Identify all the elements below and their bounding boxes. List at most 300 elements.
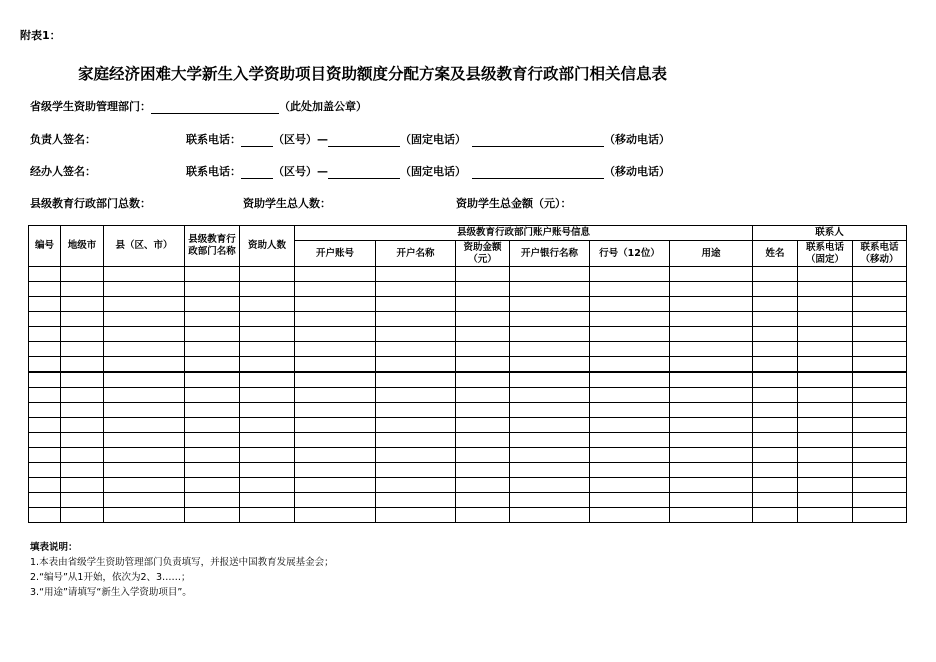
note-item: 3.“用途”请填写“新生入学资助项目”。: [30, 587, 192, 598]
table-cell[interactable]: [61, 357, 104, 373]
table-cell[interactable]: [853, 403, 907, 418]
table-cell[interactable]: [670, 357, 753, 373]
table-cell[interactable]: [670, 433, 753, 448]
table-cell[interactable]: [798, 448, 853, 463]
notes-heading: 填表说明：: [30, 542, 78, 553]
table-cell[interactable]: [376, 342, 456, 357]
table-cell[interactable]: [240, 267, 295, 282]
table-cell[interactable]: [104, 388, 185, 403]
table-cell[interactable]: [376, 508, 456, 523]
table-cell[interactable]: [853, 372, 907, 388]
subheader-cell: 开户名称: [376, 241, 456, 267]
table-cell[interactable]: [510, 342, 590, 357]
table-cell[interactable]: [798, 327, 853, 342]
table-cell[interactable]: [510, 312, 590, 327]
table-cell[interactable]: [61, 493, 104, 508]
subheader-cell: 联系电话（固定）: [798, 241, 853, 267]
table-cell[interactable]: [376, 433, 456, 448]
table-cell[interactable]: [510, 372, 590, 388]
table-cell[interactable]: [753, 463, 798, 478]
table-cell[interactable]: [510, 463, 590, 478]
table-cell[interactable]: [185, 388, 240, 403]
note-item: 2.“编号”从1开始，依次为2、3……；: [30, 572, 191, 583]
table-row: [29, 342, 907, 357]
table-cell[interactable]: [240, 282, 295, 297]
table-cell[interactable]: [376, 372, 456, 388]
table-cell[interactable]: [185, 327, 240, 342]
table-row: [29, 267, 907, 282]
table-cell[interactable]: [510, 448, 590, 463]
table-cell[interactable]: [510, 403, 590, 418]
table-cell[interactable]: [798, 312, 853, 327]
table-cell[interactable]: [104, 312, 185, 327]
table-row: [29, 448, 907, 463]
fixed-phone-label: （固定电话）: [400, 165, 466, 178]
mobile-phone-field[interactable]: [472, 135, 604, 147]
table-cell[interactable]: [590, 267, 670, 282]
area-code-field[interactable]: [241, 167, 273, 179]
table-cell[interactable]: [61, 342, 104, 357]
table-cell[interactable]: [240, 508, 295, 523]
table-cell[interactable]: [753, 403, 798, 418]
phone-label: 联系电话：: [186, 165, 241, 178]
table-cell[interactable]: [185, 282, 240, 297]
subheader-cell: 开户银行名称: [510, 241, 590, 267]
table-cell[interactable]: [295, 342, 376, 357]
table-cell[interactable]: [240, 357, 295, 373]
table-cell[interactable]: [590, 508, 670, 523]
table-row: [29, 433, 907, 448]
note-item: 1.本表由省级学生资助管理部门负责填写，并报送中国教育发展基金会；: [30, 557, 334, 568]
fixed-phone-field[interactable]: [328, 135, 400, 147]
students-total-label: 资助学生总人数：: [243, 197, 331, 210]
table-cell[interactable]: [853, 297, 907, 312]
table-cell[interactable]: [240, 388, 295, 403]
table-cell[interactable]: [29, 267, 61, 282]
table-cell[interactable]: [590, 297, 670, 312]
table-row: [29, 327, 907, 342]
table-cell[interactable]: [295, 267, 376, 282]
table-cell[interactable]: [61, 297, 104, 312]
table-cell[interactable]: [456, 357, 510, 373]
table-cell[interactable]: [853, 357, 907, 373]
table-cell[interactable]: [29, 433, 61, 448]
table-cell[interactable]: [798, 463, 853, 478]
table-cell[interactable]: [29, 448, 61, 463]
table-cell[interactable]: [104, 267, 185, 282]
phone-label: 联系电话：: [186, 133, 241, 146]
table-cell[interactable]: [510, 418, 590, 433]
table-cell[interactable]: [590, 478, 670, 493]
table-cell[interactable]: [185, 267, 240, 282]
subheader-cell: 用途: [670, 241, 753, 267]
table-cell[interactable]: [29, 403, 61, 418]
table-cell[interactable]: [753, 493, 798, 508]
table-cell[interactable]: [376, 418, 456, 433]
table-cell[interactable]: [590, 357, 670, 373]
table-cell[interactable]: [456, 508, 510, 523]
table-cell[interactable]: [510, 357, 590, 373]
table-cell[interactable]: [456, 342, 510, 357]
table-cell[interactable]: [670, 508, 753, 523]
table-cell[interactable]: [456, 463, 510, 478]
table-cell[interactable]: [798, 508, 853, 523]
table-cell[interactable]: [590, 448, 670, 463]
subheader-cell: 资助金额（元）: [456, 241, 510, 267]
table-cell[interactable]: [753, 508, 798, 523]
table-cell[interactable]: [61, 478, 104, 493]
table-cell[interactable]: [61, 372, 104, 388]
table-cell[interactable]: [670, 327, 753, 342]
table-cell[interactable]: [29, 282, 61, 297]
table-cell[interactable]: [295, 372, 376, 388]
table-cell[interactable]: [753, 448, 798, 463]
table-cell[interactable]: [590, 433, 670, 448]
table-row: [29, 493, 907, 508]
table-cell[interactable]: [376, 463, 456, 478]
table-cell[interactable]: [240, 478, 295, 493]
table-cell[interactable]: [853, 463, 907, 478]
table-cell[interactable]: [376, 403, 456, 418]
table-cell[interactable]: [670, 282, 753, 297]
table-cell[interactable]: [798, 493, 853, 508]
dept-field[interactable]: [151, 102, 279, 114]
table-cell[interactable]: [185, 342, 240, 357]
table-cell[interactable]: [376, 267, 456, 282]
table-cell[interactable]: [295, 297, 376, 312]
table-cell[interactable]: [104, 297, 185, 312]
table-cell[interactable]: [753, 327, 798, 342]
table-cell[interactable]: [29, 342, 61, 357]
table-row: [29, 388, 907, 403]
table-cell[interactable]: [670, 297, 753, 312]
table-cell[interactable]: [295, 448, 376, 463]
table-cell[interactable]: [61, 433, 104, 448]
table-cell[interactable]: [295, 327, 376, 342]
table-cell[interactable]: [753, 312, 798, 327]
header-city: 地级市: [61, 226, 104, 267]
table-cell[interactable]: [753, 372, 798, 388]
table-cell[interactable]: [104, 448, 185, 463]
fixed-phone-label: （固定电话）: [400, 133, 466, 146]
table-cell[interactable]: [29, 327, 61, 342]
table-cell[interactable]: [456, 282, 510, 297]
table-cell[interactable]: [670, 372, 753, 388]
table-cell[interactable]: [798, 433, 853, 448]
table-cell[interactable]: [185, 418, 240, 433]
table-cell[interactable]: [104, 327, 185, 342]
table-cell[interactable]: [853, 433, 907, 448]
table-cell[interactable]: [29, 297, 61, 312]
table-cell[interactable]: [185, 312, 240, 327]
table-cell[interactable]: [510, 508, 590, 523]
table-cell[interactable]: [798, 418, 853, 433]
table-cell[interactable]: [61, 282, 104, 297]
handler-label: 经办人签名：: [30, 165, 96, 178]
table-cell[interactable]: [670, 478, 753, 493]
table-cell[interactable]: [753, 342, 798, 357]
table-cell[interactable]: [104, 493, 185, 508]
table-cell[interactable]: [753, 388, 798, 403]
table-cell[interactable]: [853, 388, 907, 403]
table-cell[interactable]: [590, 372, 670, 388]
table-cell[interactable]: [798, 388, 853, 403]
table-cell[interactable]: [798, 297, 853, 312]
table-cell[interactable]: [104, 372, 185, 388]
table-cell[interactable]: [185, 478, 240, 493]
subheader-cell: 姓名: [753, 241, 798, 267]
table-cell[interactable]: [185, 403, 240, 418]
table-cell[interactable]: [295, 478, 376, 493]
table-cell[interactable]: [590, 312, 670, 327]
table-cell[interactable]: [670, 448, 753, 463]
table-cell[interactable]: [753, 357, 798, 373]
table-cell[interactable]: [670, 267, 753, 282]
table-cell[interactable]: [29, 508, 61, 523]
table-cell[interactable]: [853, 342, 907, 357]
county-total-label: 县级教育行政部门总数：: [30, 197, 151, 210]
table-cell[interactable]: [456, 388, 510, 403]
table-cell[interactable]: [456, 312, 510, 327]
table-row: [29, 508, 907, 523]
table-cell[interactable]: [376, 388, 456, 403]
table-cell[interactable]: [295, 312, 376, 327]
table-cell[interactable]: [61, 448, 104, 463]
table-cell[interactable]: [456, 478, 510, 493]
table-cell[interactable]: [185, 433, 240, 448]
mobile-phone-label: （移动电话）: [604, 133, 670, 146]
table-cell[interactable]: [104, 508, 185, 523]
attachment-label: 附表1：: [20, 29, 61, 42]
table-cell[interactable]: [295, 508, 376, 523]
table-cell[interactable]: [590, 493, 670, 508]
table-cell[interactable]: [61, 403, 104, 418]
table-cell[interactable]: [670, 493, 753, 508]
table-cell[interactable]: [29, 388, 61, 403]
table-cell[interactable]: [240, 418, 295, 433]
table-row: [29, 372, 907, 388]
table-cell[interactable]: [510, 493, 590, 508]
table-cell[interactable]: [61, 508, 104, 523]
table-cell[interactable]: [456, 327, 510, 342]
table-cell[interactable]: [798, 478, 853, 493]
table-cell[interactable]: [510, 388, 590, 403]
table-cell[interactable]: [240, 433, 295, 448]
mobile-phone-field[interactable]: [472, 167, 604, 179]
table-cell[interactable]: [853, 282, 907, 297]
table-cell[interactable]: [61, 388, 104, 403]
table-cell[interactable]: [104, 478, 185, 493]
form-line-responsible-phone: [186, 131, 670, 147]
table-cell[interactable]: [753, 433, 798, 448]
table-cell[interactable]: [853, 493, 907, 508]
table-cell[interactable]: [61, 463, 104, 478]
table-cell[interactable]: [853, 267, 907, 282]
info-table: [28, 225, 907, 523]
table-cell[interactable]: [853, 327, 907, 342]
table-cell[interactable]: [240, 327, 295, 342]
table-cell[interactable]: [240, 297, 295, 312]
table-cell[interactable]: [590, 418, 670, 433]
table-cell[interactable]: [798, 342, 853, 357]
table-row: [29, 418, 907, 433]
table-cell[interactable]: [853, 418, 907, 433]
table-cell[interactable]: [853, 478, 907, 493]
amount-total-label: 资助学生总金额（元）：: [456, 197, 572, 210]
table-cell[interactable]: [670, 342, 753, 357]
table-cell[interactable]: [29, 372, 61, 388]
table-cell[interactable]: [185, 372, 240, 388]
table-cell[interactable]: [456, 267, 510, 282]
table-cell[interactable]: [456, 448, 510, 463]
table-cell[interactable]: [185, 493, 240, 508]
table-row: [29, 403, 907, 418]
table-cell[interactable]: [240, 312, 295, 327]
table-cell[interactable]: [798, 357, 853, 373]
table-cell[interactable]: [590, 463, 670, 478]
table-cell[interactable]: [185, 463, 240, 478]
header-dept-name: 县级教育行政部门名称: [185, 226, 240, 267]
table-cell[interactable]: [376, 357, 456, 373]
dept-label: 省级学生资助管理部门：: [30, 100, 151, 113]
table-cell[interactable]: [61, 327, 104, 342]
table-cell[interactable]: [753, 267, 798, 282]
table-cell[interactable]: [240, 448, 295, 463]
table-cell[interactable]: [295, 418, 376, 433]
fixed-phone-field[interactable]: [328, 167, 400, 179]
table-row: [29, 282, 907, 297]
table-cell[interactable]: [376, 448, 456, 463]
notes: [30, 540, 334, 600]
subheader-cell: 联系电话（移动）: [853, 241, 907, 267]
table-cell[interactable]: [456, 418, 510, 433]
table-cell[interactable]: [456, 493, 510, 508]
table-cell[interactable]: [104, 282, 185, 297]
table-cell[interactable]: [295, 388, 376, 403]
table-row: [29, 297, 907, 312]
table-cell[interactable]: [295, 282, 376, 297]
table-cell[interactable]: [295, 493, 376, 508]
table-cell[interactable]: [510, 297, 590, 312]
table-row: [29, 478, 907, 493]
table-cell[interactable]: [590, 327, 670, 342]
table-cell[interactable]: [798, 403, 853, 418]
table-cell[interactable]: [376, 478, 456, 493]
table-cell[interactable]: [670, 388, 753, 403]
table-cell[interactable]: [240, 342, 295, 357]
table-cell[interactable]: [376, 327, 456, 342]
table-cell[interactable]: [670, 403, 753, 418]
table-cell[interactable]: [510, 433, 590, 448]
mobile-phone-label: （移动电话）: [604, 165, 670, 178]
table-row: [29, 357, 907, 373]
table-cell[interactable]: [295, 403, 376, 418]
table-cell[interactable]: [510, 478, 590, 493]
table-cell[interactable]: [798, 267, 853, 282]
table-cell[interactable]: [510, 282, 590, 297]
table-cell[interactable]: [590, 403, 670, 418]
table-cell[interactable]: [240, 403, 295, 418]
table-cell[interactable]: [376, 282, 456, 297]
table-cell[interactable]: [185, 448, 240, 463]
form-line-handler-phone: [186, 163, 670, 179]
table-cell[interactable]: [104, 433, 185, 448]
table-cell[interactable]: [104, 342, 185, 357]
table-cell[interactable]: [853, 312, 907, 327]
header-no: 编号: [29, 226, 61, 267]
table-cell[interactable]: [240, 463, 295, 478]
table-cell[interactable]: [456, 433, 510, 448]
table-cell[interactable]: [240, 493, 295, 508]
table-cell[interactable]: [753, 418, 798, 433]
table-cell[interactable]: [590, 342, 670, 357]
table-cell[interactable]: [456, 297, 510, 312]
dept-note: （此处加盖公章）: [279, 100, 367, 113]
table-cell[interactable]: [29, 478, 61, 493]
subheader-cell: 行号（12位）: [590, 241, 670, 267]
table-cell[interactable]: [376, 493, 456, 508]
table-cell[interactable]: [753, 282, 798, 297]
table-cell[interactable]: [104, 357, 185, 373]
table-cell[interactable]: [29, 418, 61, 433]
area-code-label: （区号）—: [273, 133, 328, 146]
document-title: 家庭经济困难大学新生入学资助项目资助额度分配方案及县级教育行政部门相关信息表: [78, 64, 668, 83]
table-cell[interactable]: [61, 312, 104, 327]
header-county: 县（区、市）: [104, 226, 185, 267]
table-cell[interactable]: [510, 267, 590, 282]
table-cell[interactable]: [104, 403, 185, 418]
table-cell[interactable]: [670, 463, 753, 478]
header-account-group: 县级教育行政部门账户账号信息: [295, 226, 753, 241]
table-cell[interactable]: [29, 463, 61, 478]
table-cell[interactable]: [240, 372, 295, 388]
table-cell[interactable]: [104, 463, 185, 478]
table-cell[interactable]: [590, 388, 670, 403]
table-cell[interactable]: [295, 433, 376, 448]
table-cell[interactable]: [185, 297, 240, 312]
table-cell[interactable]: [61, 418, 104, 433]
table-cell[interactable]: [853, 508, 907, 523]
table-cell[interactable]: [510, 327, 590, 342]
table-cell[interactable]: [185, 357, 240, 373]
table-cell[interactable]: [376, 297, 456, 312]
header-contact-group: 联系人: [753, 226, 907, 241]
table-cell[interactable]: [295, 357, 376, 373]
table-cell[interactable]: [29, 357, 61, 373]
area-code-label: （区号）—: [273, 165, 328, 178]
table-cell[interactable]: [456, 372, 510, 388]
table-row: [29, 463, 907, 478]
table-cell[interactable]: [29, 312, 61, 327]
table-cell[interactable]: [753, 478, 798, 493]
table-cell[interactable]: [798, 372, 853, 388]
table-cell[interactable]: [670, 418, 753, 433]
table-cell[interactable]: [753, 297, 798, 312]
table-row: [29, 312, 907, 327]
table-cell[interactable]: [376, 312, 456, 327]
table-cell[interactable]: [295, 463, 376, 478]
table-cell[interactable]: [104, 418, 185, 433]
table-cell[interactable]: [853, 448, 907, 463]
area-code-field[interactable]: [241, 135, 273, 147]
table-cell[interactable]: [670, 312, 753, 327]
table-cell[interactable]: [61, 267, 104, 282]
table-cell[interactable]: [29, 493, 61, 508]
table-cell[interactable]: [185, 508, 240, 523]
table-cell[interactable]: [798, 282, 853, 297]
table-cell[interactable]: [456, 403, 510, 418]
table-cell[interactable]: [590, 282, 670, 297]
